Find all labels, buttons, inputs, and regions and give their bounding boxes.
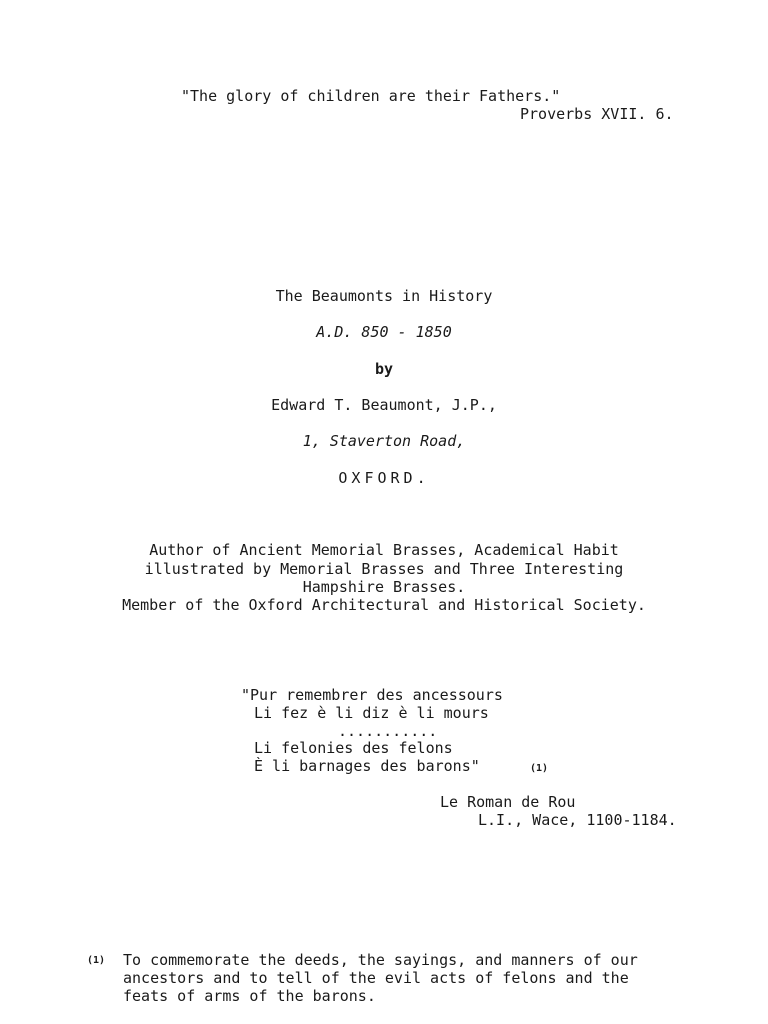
credits-line-1: Author of Ancient Memorial Brasses, Academical Habit bbox=[149, 541, 619, 559]
verse-source-author: L.I., Wace, 1100-1184. bbox=[478, 811, 677, 829]
book-title: The Beaumonts in History bbox=[275, 287, 493, 305]
credits-line-3: Hampshire Brasses. bbox=[302, 578, 466, 596]
credits-line-4: Member of the Oxford Architectural and Historical Society. bbox=[122, 596, 646, 614]
footnote-line-2: ancestors and to tell of the evil acts of felons and the bbox=[123, 969, 629, 987]
verse-footnote-ref: (1) bbox=[530, 763, 549, 774]
verse-source-title: Le Roman de Rou bbox=[440, 793, 576, 811]
author-name: Edward T. Beaumont, J.P., bbox=[271, 396, 497, 414]
footnote-marker: (1) bbox=[87, 955, 106, 966]
verse-line-2: Li fez è li diz è li mours bbox=[254, 704, 489, 722]
author-address: 1, Staverton Road, bbox=[302, 432, 466, 450]
epigraph-source: Proverbs XVII. 6. bbox=[520, 105, 674, 123]
credits-line-2: illustrated by Memorial Brasses and Three Interesting bbox=[144, 560, 624, 578]
footnote-line-3: feats of arms of the barons. bbox=[123, 987, 376, 1005]
book-dates: A.D. 850 - 1850 bbox=[316, 323, 452, 341]
by-line: by bbox=[374, 360, 394, 378]
verse-line-4: È li barnages des barons" bbox=[254, 757, 480, 775]
author-city: OXFORD. bbox=[338, 469, 430, 487]
verse-line-3: Li felonies des felons bbox=[254, 739, 453, 757]
footnote-line-1: To commemorate the deeds, the sayings, and manners of our bbox=[123, 951, 638, 969]
epigraph-quote: "The glory of children are their Fathers." bbox=[181, 87, 561, 105]
verse-line-1: "Pur remembrer des ancessours bbox=[241, 686, 503, 704]
verse-ellipsis: ........... bbox=[338, 722, 438, 740]
